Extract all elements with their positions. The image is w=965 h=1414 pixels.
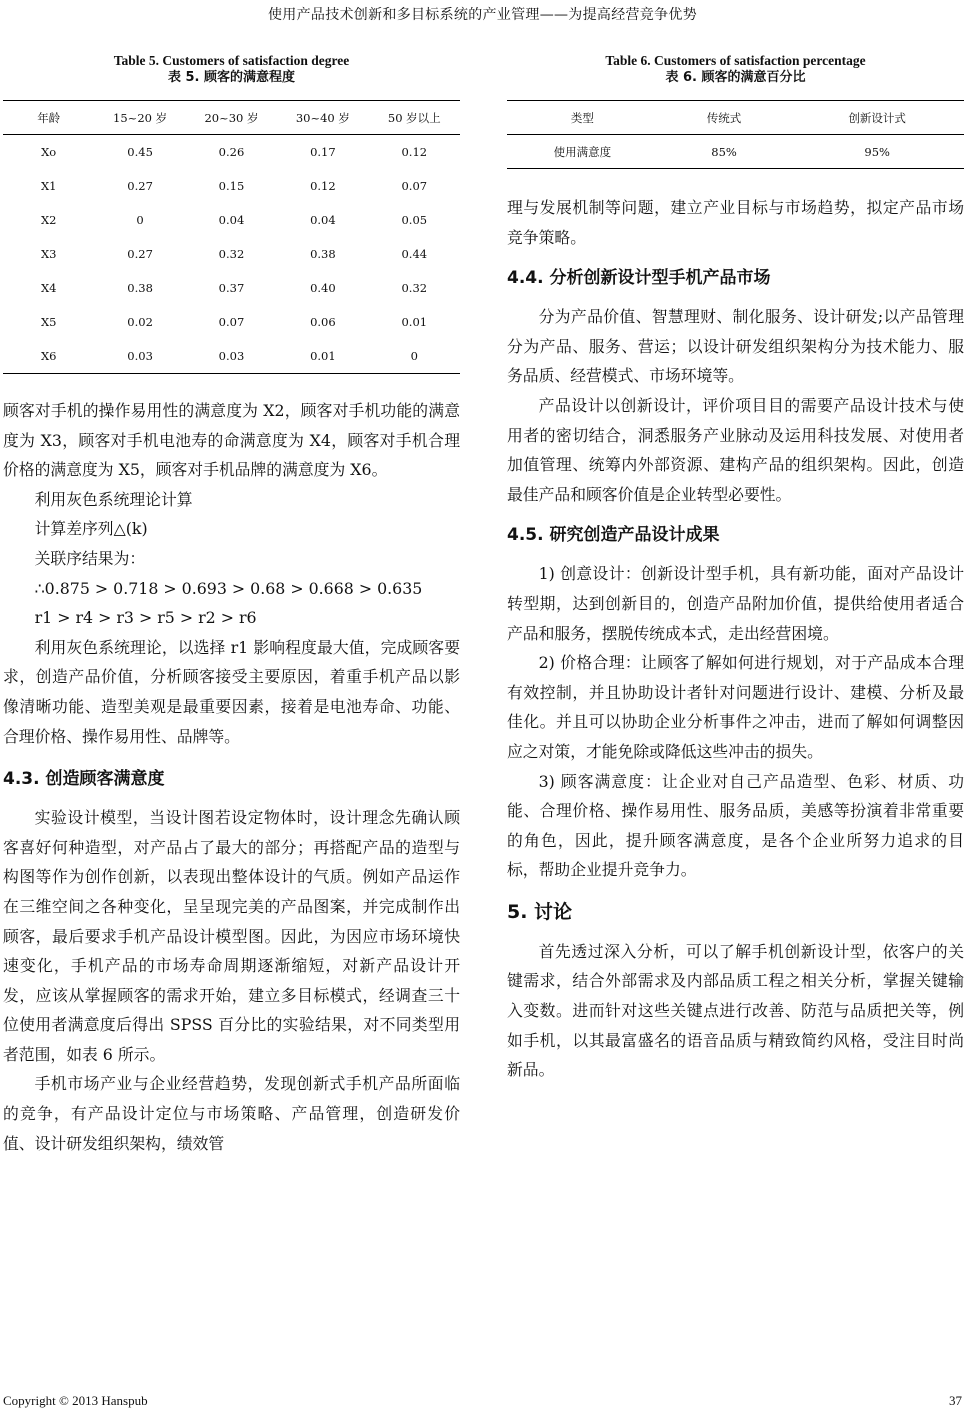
table-cell: 0 <box>136 213 144 227</box>
table-cell: 0.15 <box>218 179 245 193</box>
calc-line-3: 关联序结果为： <box>34 548 146 568</box>
table5 <box>3 100 460 374</box>
table5-header-cell: 20~30 岁 <box>186 101 277 135</box>
table-cell: 0.32 <box>218 247 245 261</box>
table-cell: 0.06 <box>310 315 336 329</box>
left-paragraph-2: 利用灰色系统理论，以选择 r1 影响程度最大值，完成顾客要求，创造产品价值，分析顾客接受主要原因，着重手机产品以影像清晰功能、造型美观是最重要因素，接着是电池寿命、功能、合理价格、操作易用性、品牌等。 <box>3 637 460 746</box>
table-row <box>3 237 460 271</box>
table-cell: 0.07 <box>401 179 428 193</box>
right-paragraph-4: 2) 价格合理：让顾客了解如何进行规划，对于产品成本合理有效控制，并且协助设计者针对问题进行设计、建模、分析及最佳化。并且可以协助企业分析事件之冲击，进而了解如何调整因应之对策，才能免除或降低这些冲击的损失。 <box>507 653 964 761</box>
table-cell: 0.26 <box>218 145 245 159</box>
table6 <box>507 100 964 169</box>
table6-header-row <box>507 101 964 135</box>
table-cell: X2 <box>40 213 57 227</box>
page-number: 37 <box>949 1393 962 1408</box>
table-cell: X5 <box>40 315 57 329</box>
footer-copyright: Copyright © 2013 Hanspub <box>3 1393 148 1408</box>
calc-line-4: ∴0.875 > 0.718 > 0.693 > 0.68 > 0.668 > 0.635 <box>34 578 423 598</box>
table-cell: 0.12 <box>401 145 428 159</box>
section-heading-5: 5. 讨论 <box>507 900 573 923</box>
table-cell: X3 <box>40 247 57 261</box>
table5-header-row <box>3 101 460 135</box>
table-cell: 0.40 <box>310 281 336 295</box>
table-cell: 0.07 <box>218 315 245 329</box>
left-paragraph-3: 实验设计模型，当设计图若设定物体时，设计理念先确认顾客喜好何种造型，对产品占了最大的部分；再搭配产品的造型与构图等作为创作创新，以表现出整体设计的气质。例如产品运作在三维空间之各种变化，呈呈现完美的产品图案，并完成制作出顾客，最后要求手机产品设计模型图。因此，为因应市场环境快速变化，手机产品的市场寿命周期逐渐缩短，对新产品设计开发，应该从掌握顾客的需求开始，建立多目标模式，经调查三十位使用者满意度后得出 SPSS 百分比的实验结果，对不同类型用者范围，如表 6 所示。 <box>3 808 460 1064</box>
table5-header-cell: 年龄 <box>3 101 94 135</box>
table6-caption-en: Table 6. Customers of satisfaction percentage <box>605 53 866 68</box>
table-cell: 0.38 <box>127 281 153 295</box>
table5-caption-en: Table 5. Customers of satisfaction degree <box>113 53 350 68</box>
table5-header-cell: 30~40 岁 <box>277 101 368 135</box>
right-paragraph-3: 1) 创意设计：创新设计型手机，具有新功能，面对产品设计转型期，达到创新目的，创造产品附加价值，提供给使用者适合产品和服务，摆脱传统成本式，走出经营困境。 <box>507 564 964 643</box>
table-cell: 0.44 <box>401 247 428 261</box>
section-heading-4-4: 4.4. 分析创新设计型手机产品市场 <box>507 268 771 289</box>
table5-header-cell: 15~20 岁 <box>94 101 185 135</box>
table-cell: X1 <box>40 179 57 193</box>
left-paragraph-1: 顾客对手机的操作易用性的满意度为 X2，顾客对手机功能的满意度为 X3，顾客对手机电池寿的命满意度为 X4，顾客对手机合理价格的满意度为 X5，顾客对手机品牌的满意度为 X6。 <box>3 401 460 480</box>
right-paragraph-0: 理与发展机制等问题，建立产业目标与市场趋势，拟定产品市场竞争策略。 <box>507 198 964 247</box>
table-cell: 0.27 <box>127 247 153 261</box>
table-cell: 0.05 <box>401 213 428 227</box>
table-cell: X6 <box>40 349 57 363</box>
table-row <box>3 203 460 237</box>
section-heading-4-5: 4.5. 研究创造产品设计成果 <box>507 525 720 546</box>
right-paragraph-6: 首先透过深入分析，可以了解手机创新设计型，依客户的关键需求，结合外部需求及内部品质工程之相关分析，掌握关键输入变数。进而针对这些关键点进行改善、防范与品质把关等，例如手机，以其最富盛名的语音品质与精致简约风格，受注目时尚新品。 <box>507 941 964 1080</box>
table-cell: 0.04 <box>218 213 245 227</box>
table5-header-cell: 50 岁以上 <box>369 101 460 135</box>
table5-caption-zh: 表 5. 顾客的满意程度 <box>167 70 296 85</box>
table6-header-cell: 创新设计式 <box>790 101 964 135</box>
right-paragraph-1: 分为产品价值、智慧理财、制化服务、设计研发;以产品管理分为产品、服务、营运；以设计研发组织架构分为技术能力、服务品质、经营模式、市场环境等。 <box>507 307 964 386</box>
table-cell: 0.01 <box>401 315 428 329</box>
table-row <box>3 271 460 305</box>
table-cell: X4 <box>40 281 57 295</box>
calc-line-2: 计算差序列△(k) <box>34 519 148 539</box>
section-heading-4-3: 4.3. 创造顾客满意度 <box>3 769 165 790</box>
right-paragraph-2: 产品设计以创新设计，评价项目目的需要产品设计技术与使用者的密切结合，洞悉服务产业脉动及运用科技发展、对使用者加值管理、统筹内外部资源、建构产品的组织架构。因此，创造最佳产品和顾客价值是企业转型必要性。 <box>507 395 964 504</box>
table-cell: 0.17 <box>310 145 336 159</box>
table-cell: 0.32 <box>401 281 428 295</box>
table-cell: 0.37 <box>218 281 245 295</box>
right-paragraph-5: 3) 顾客满意度：让企业对自己产品造型、色彩、材质、功能、合理价格、操作易用性、服务品质，美感等扮演着非常重要的角色，因此，提升顾客满意度，是各个企业所努力追求的目标，帮助企业提升竞争力。 <box>507 771 964 880</box>
running-header: 使用产品技术创新和多目标系统的产业管理——为提高经营竞争优势 <box>268 7 697 23</box>
table-row <box>507 135 964 169</box>
table-cell: 0.04 <box>310 213 336 227</box>
table-cell: Xo <box>41 145 57 159</box>
table-row <box>3 135 460 170</box>
table6-header-cell: 传统式 <box>658 101 791 135</box>
table6-caption-zh: 表 6. 顾客的满意百分比 <box>665 70 806 85</box>
calc-line-1: 利用灰色系统理论计算 <box>34 489 193 509</box>
table-row <box>3 169 460 203</box>
table-cell: 0.03 <box>218 349 245 363</box>
right-column <box>507 52 964 1085</box>
table-cell: 85% <box>711 144 737 159</box>
table-cell: 0.38 <box>310 247 336 261</box>
table-cell: 0.02 <box>127 315 153 329</box>
table6-header-cell: 类型 <box>507 101 658 135</box>
table-cell: 使用满意度 <box>553 144 612 159</box>
table-cell: 0.27 <box>127 179 153 193</box>
table-row <box>3 339 460 374</box>
table-cell: 95% <box>864 144 890 159</box>
table-cell: 0.03 <box>127 349 153 363</box>
calc-line-5: r1 > r4 > r3 > r5 > r2 > r6 <box>34 608 257 628</box>
table-cell: 0.45 <box>127 145 153 159</box>
table-row <box>3 305 460 339</box>
left-column <box>3 52 460 1158</box>
table-cell: 0 <box>410 349 418 363</box>
table-cell: 0.01 <box>310 349 336 363</box>
table-cell: 0.12 <box>310 179 336 193</box>
left-paragraph-4: 手机市场产业与企业经营趋势，发现创新式手机产品所面临的竞争，有产品设计定位与市场策略、产品管理，创造研发价值、设计研发组织架构，绩效管 <box>3 1074 460 1153</box>
